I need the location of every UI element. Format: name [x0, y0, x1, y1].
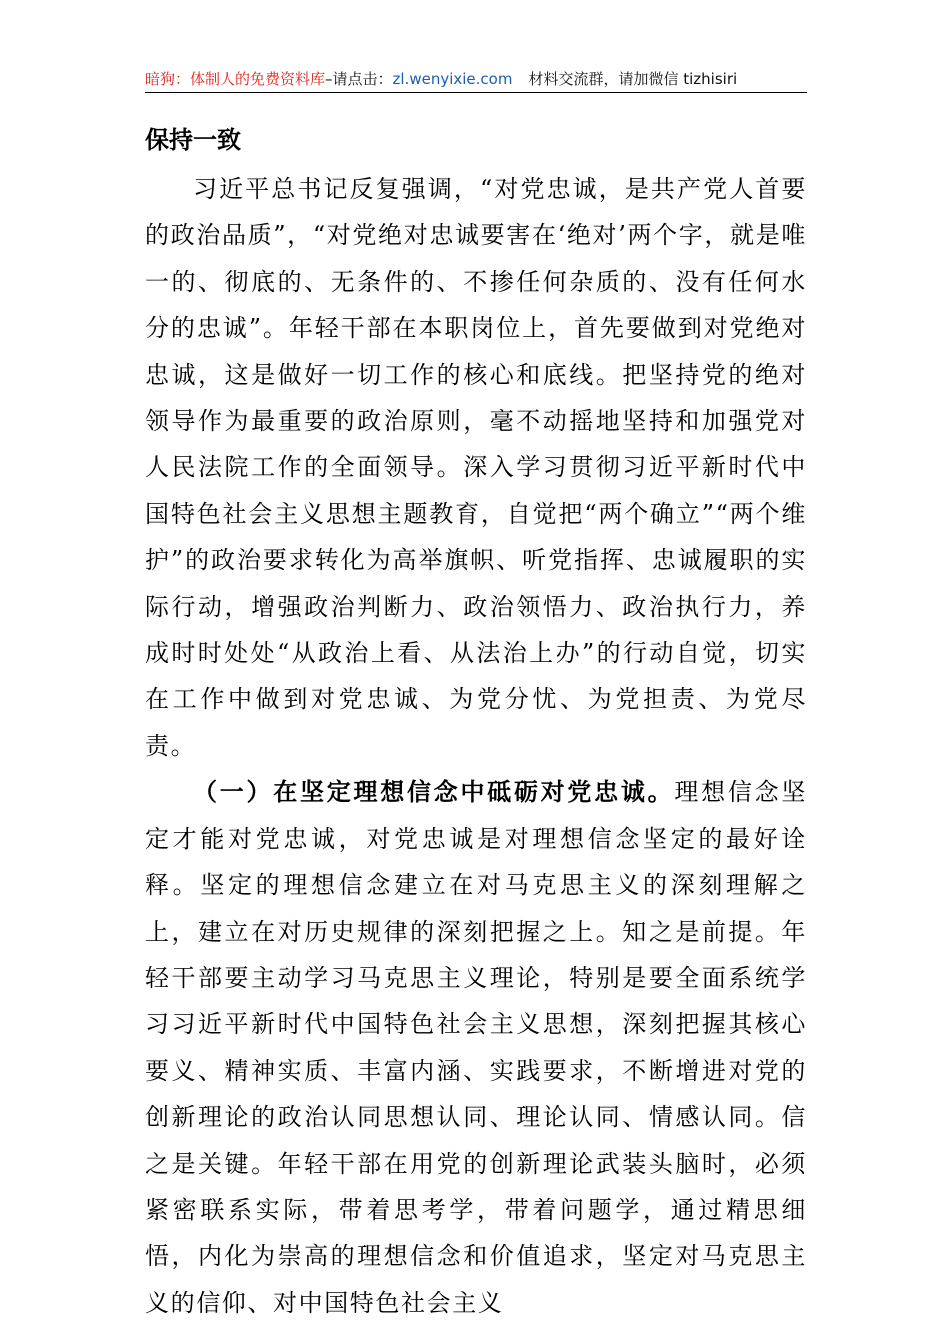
paragraph-2-text: 理想信念坚定才能对党忠诚，对党忠诚是对理想信念坚定的最好诠释。坚定的理想信念建立在对马克思主义的深刻理解之上，建立在对历史规律的深刻把握之上。知之是前提。年轻干部要主动学习马克思主义理论，特别是要全面系统学习习近平新时代中国特色社会主义思想，深刻把握其核心要义、精神实质、丰富内涵、实践要求，不断增进对党的创新理论的政治认同思想认同、理论认同、情感认同。信之是关键。年轻干部在用党的创新理论武装头脑时，必须紧密联系实际，带着思考学，带着问题学，通过精思细悟，内化为崇高的理想信念和价值追求，坚定对马克思主义的信仰、对中国特色社会主义 [145, 778, 808, 1317]
paragraph-2 [145, 769, 807, 1326]
paragraph-1-text: 习近平总书记反复强调，“对党忠诚，是共产党人首要的政治品质”，“对党绝对忠诚要害在‘绝对’两个字，就是唯一的、彻底的、无条件的、不掺任何杂质的、没有任何水分的忠诚”。年轻干部在本职岗位上，首先要做到对党绝对忠诚，这是做好一切工作的核心和底线。把坚持党的绝对领导作为最重要的政治原则，毫不动摇地坚持和加强党对人民法院工作的全面领导。深入学习贯彻习近平新时代中国特色社会主义思想主题教育，自觉把“两个确立”“两个维护”的政治要求转化为高举旗帜、听党指挥、忠诚履职的实际行动，增强政治判断力、政治领悟力、政治执行力，养成时时处处“从政治上看、从法治上办”的行动自觉，切实在工作中做到对党忠诚、为党分忧、为党担责、为党尽责。 [145, 175, 807, 760]
header-site-label: 暗狗：体制人的免费资料库 [145, 70, 326, 88]
header-click-prefix: –请点击： [325, 70, 393, 88]
header-url-link[interactable]: zl.wenyixie.com [392, 70, 513, 88]
paragraph-2-subheading: （一）在坚定理想信念中砥砺对党忠诚。 [193, 777, 675, 807]
paragraph-1 [145, 166, 807, 769]
header-contact: 材料交流群，请加微信 tizhisiri [528, 70, 738, 88]
document-body [145, 166, 807, 1326]
page-header [145, 68, 807, 93]
section-heading: 保持一致 [145, 126, 241, 154]
